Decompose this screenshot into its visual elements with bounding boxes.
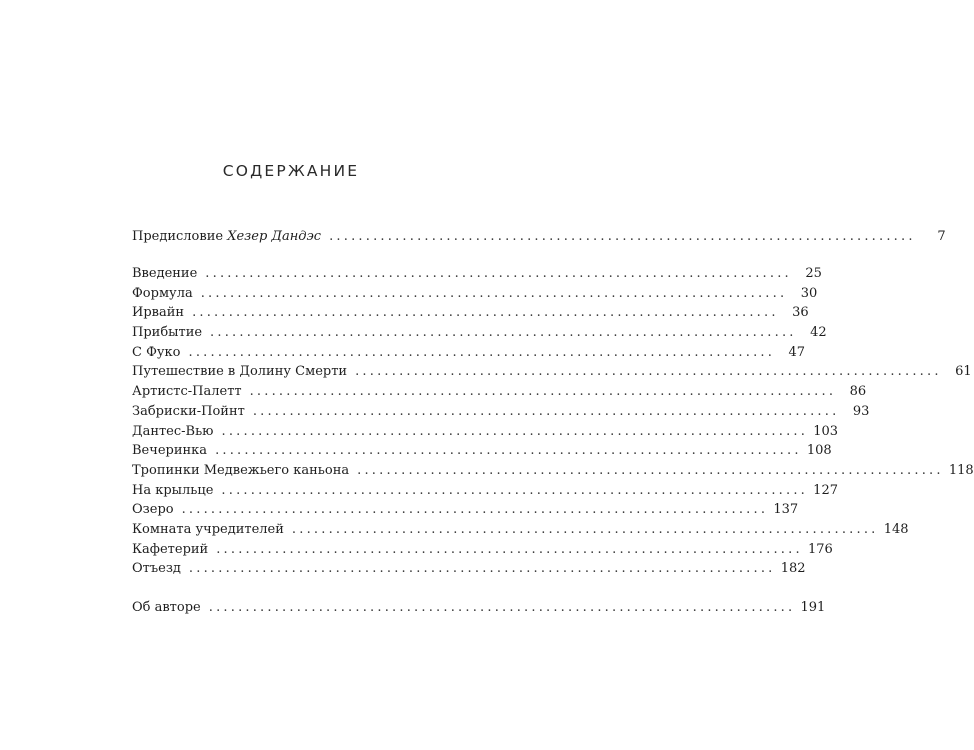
toc-leader-dots: ................................................................................ — [291, 521, 879, 537]
toc-entry-title: Тропинки Медвежьего каньона — [132, 462, 350, 478]
toc-leader-dots: ................................................................................ — [181, 502, 769, 518]
foreword-author: Хезер Дандэс — [227, 229, 322, 244]
toc-entry-title: Дантес-Вью — [132, 423, 214, 439]
toc-entry-title: Введение — [132, 266, 198, 281]
toc-entry — [132, 362, 972, 382]
toc-entry — [132, 559, 806, 579]
toc-outro-group — [132, 598, 826, 618]
toc-entry-page: 42 — [810, 325, 827, 341]
toc-leader-dots: ................................................................................ — [221, 423, 809, 439]
toc-leader-dots: ................................................................................ — [215, 443, 802, 459]
toc-entry-page: 108 — [806, 443, 832, 459]
foreword-label: Предисловие — [132, 229, 224, 244]
toc-entry-page: 176 — [807, 541, 833, 557]
page-title: СОДЕРЖАНИЕ — [222, 162, 360, 180]
toc-entry — [132, 382, 867, 402]
toc-leader-dots: ................................................................................ — [252, 403, 840, 419]
toc-entry — [132, 481, 838, 501]
toc-entry-page: 7 — [937, 229, 946, 244]
toc-leader-dots: ................................................................................ — [208, 600, 796, 615]
toc-intro-group — [132, 227, 946, 247]
toc-entry-page: 47 — [788, 344, 806, 360]
toc-entry — [132, 227, 946, 247]
toc-entry — [132, 323, 827, 343]
toc-leader-dots: ................................................................................ — [210, 325, 797, 341]
toc-chapter-list — [132, 264, 974, 579]
toc-leader-dots: ................................................................................ — [249, 384, 837, 400]
toc-leader-dots: ................................................................................ — [188, 561, 776, 577]
toc-entry-title: Вечеринка — [132, 443, 208, 459]
toc-entry-title: Забриски-Пойнт — [132, 403, 245, 419]
toc-entry-page: 182 — [780, 561, 806, 577]
toc-entry-page: 191 — [800, 600, 826, 615]
toc-entry-page: 36 — [792, 305, 809, 321]
toc-entry-page: 137 — [773, 502, 799, 518]
toc-entry — [132, 461, 974, 481]
toc-entry-title: Прибытие — [132, 325, 203, 341]
toc-entry-page: 148 — [883, 521, 909, 537]
toc-entry-title: Формула — [132, 285, 193, 301]
toc-leader-dots: ................................................................................ — [188, 344, 776, 360]
toc-entry-page: 103 — [813, 423, 839, 439]
toc-entry-title: Кафетерий — [132, 541, 209, 557]
toc-entry — [132, 598, 826, 618]
toc-entry-title: Отъезд — [132, 561, 181, 577]
toc-entry-page: 127 — [813, 482, 838, 498]
toc-leader-dots: ................................................................................ — [200, 285, 788, 301]
toc-leader-dots: ................................................................................ — [192, 305, 779, 321]
toc-leader-dots: ................................................................................ — [355, 364, 942, 380]
toc-entry — [132, 540, 833, 560]
toc-entry — [132, 264, 822, 284]
toc-leader-dots: ................................................................................ — [205, 266, 792, 281]
toc-entry-page: 61 — [955, 364, 972, 380]
toc-leader-dots: ................................................................................ — [221, 482, 808, 498]
toc-leader-dots: ................................................................................ — [216, 541, 803, 557]
toc-entry-title: Комната учредителей — [132, 521, 284, 537]
toc-leader-dots: ................................................................................ — [329, 229, 916, 244]
toc-entry-title: Ирвайн — [132, 305, 185, 321]
toc-leader-dots: ................................................................................ — [357, 462, 944, 478]
toc-entry-title: С Фуко — [132, 344, 181, 360]
toc-entry — [132, 441, 832, 461]
toc-entry-title — [132, 227, 329, 247]
toc-entry — [132, 402, 870, 422]
toc-entry-page: 118 — [948, 462, 974, 478]
toc-entry — [132, 303, 809, 323]
toc-entry-title: Об авторе — [132, 600, 201, 615]
toc-entry-page: 30 — [800, 285, 818, 301]
toc-entry-title: Артистс-Палетт — [132, 384, 242, 400]
toc-entry-page: 93 — [852, 403, 870, 419]
toc-entry-title: Озеро — [132, 502, 174, 518]
toc-entry — [132, 520, 909, 540]
toc-entry — [132, 343, 806, 363]
toc-entry — [132, 422, 839, 442]
toc-entry-page: 25 — [805, 266, 822, 281]
toc-entry — [132, 500, 799, 520]
toc-entry-title: На крыльце — [132, 482, 214, 498]
toc-entry-title: Путешествие в Долину Смерти — [132, 364, 348, 380]
toc-entry — [132, 284, 818, 304]
toc-entry-page: 86 — [849, 384, 867, 400]
